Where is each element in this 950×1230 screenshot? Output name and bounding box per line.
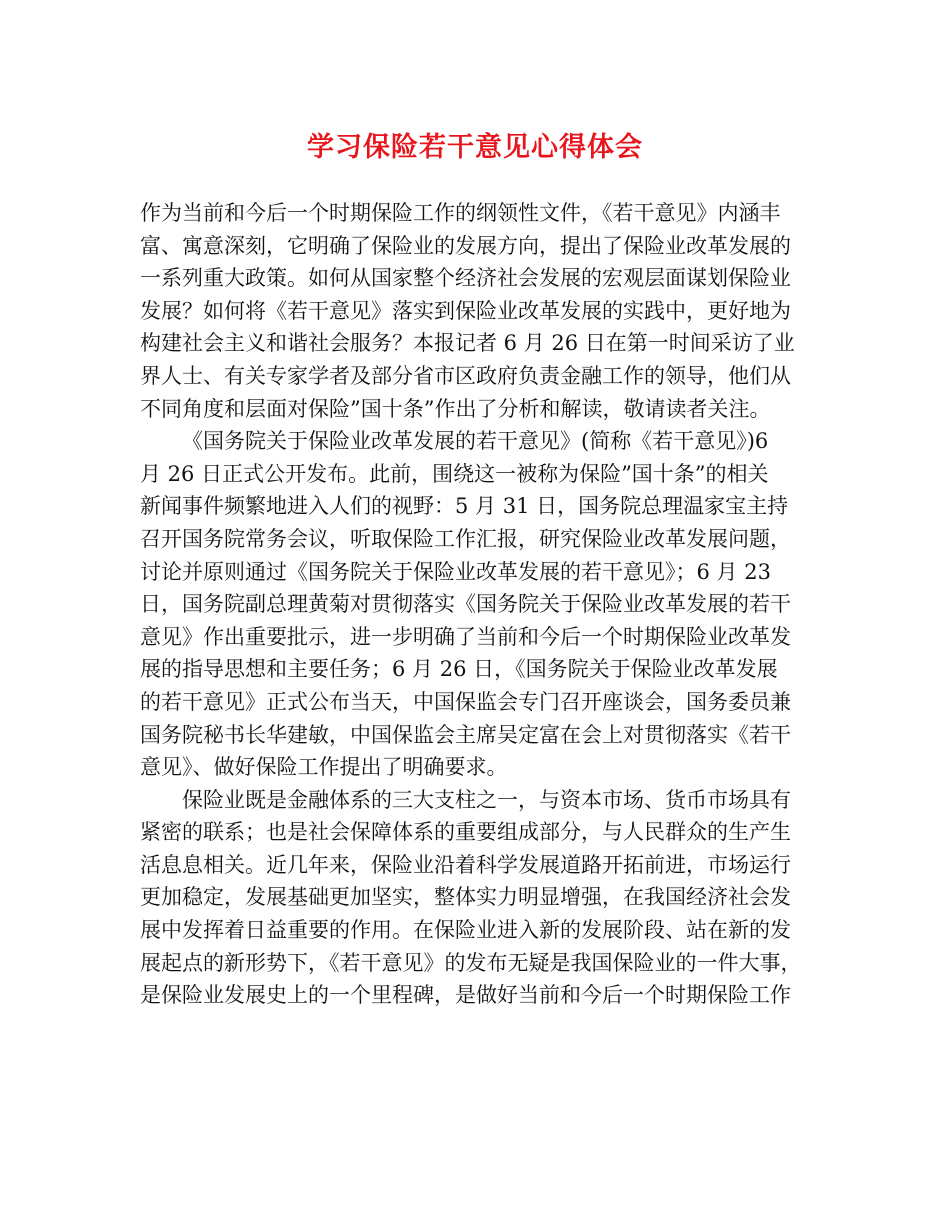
paragraph-line: 保险业既是金融体系的三大支柱之一，与资本市场、货币市场具有 — [182, 787, 791, 812]
paragraph-line: 展中发挥着日益重要的作用。在保险业进入新的发展阶段、站在新的发 — [140, 918, 791, 943]
paragraph-line: 发展？如何将《若干意见》落实到保险业改革发展的实践中，更好地为 — [140, 298, 791, 323]
paragraph-line: 国务院秘书长华建敏，中国保监会主席吴定富在会上对贯彻落实《若干 — [140, 722, 791, 747]
document-title: 学习保险若干意见心得体会 — [307, 132, 643, 163]
paragraph-line: 月 26 日正式公开发布。此前，围绕这一被称为保险”国十条”的相关 — [140, 461, 769, 486]
paragraph-line: 富、寓意深刻，它明确了保险业的发展方向，提出了保险业改革发展的 — [140, 233, 791, 258]
paragraph — [140, 197, 815, 425]
paragraph-line: 更加稳定，发展基础更加坚实，整体实力明显增强，在我国经济社会发 — [140, 885, 791, 910]
paragraph-line: 是保险业发展史上的一个里程碑，是做好当前和今后一个时期保险工作 — [140, 983, 791, 1008]
paragraph-line: 展起点的新形势下，《若干意见》的发布无疑是我国保险业的一件大事， — [140, 950, 802, 975]
paragraph-line: 召开国务院常务会议，听取保险工作汇报，研究保险业改革发展问题， — [140, 526, 791, 551]
paragraph-line: 意见》、做好保险工作提出了明确要求。 — [140, 755, 508, 780]
paragraph-line: 活息息相关。近几年来，保险业沿着科学发展道路开拓前进，市场运行 — [140, 852, 791, 877]
paragraph-line: 展的指导思想和主要任务；6 月 26 日，《国务院关于保险业改革发展 — [140, 657, 778, 682]
paragraph — [140, 784, 815, 1012]
paragraph — [140, 425, 815, 784]
paragraph-line: 意见》作出重要批示，进一步明确了当前和今后一个时期保险业改革发 — [140, 624, 791, 649]
paragraph-line: 的若干意见》正式公布当天，中国保监会专门召开座谈会，国务委员兼 — [140, 689, 791, 714]
paragraph-line: 讨论并原则通过《国务院关于保险业改革发展的若干意见》；6 月 23 — [140, 559, 771, 584]
paragraph-line: 作为当前和今后一个时期保险工作的纲领性文件，《若干意见》内涵丰 — [140, 201, 781, 225]
paragraph-line: 构建社会主义和谐社会服务？本报记者 6 月 26 日在第一时间采访了业 — [140, 331, 795, 356]
paragraph-line: 不同角度和层面对保险”国十条”作出了分析和解读，敬请读者关注。 — [140, 396, 771, 421]
paragraph-line: 新闻事件频繁地进入人们的视野：5 月 31 日，国务院总理温家宝主持 — [140, 494, 789, 519]
paragraph-line: 日，国务院副总理黄菊对贯彻落实《国务院关于保险业改革发展的若干 — [140, 592, 791, 617]
paragraph-line: 一系列重大政策。如何从国家整个经济社会发展的宏观层面谋划保险业 — [140, 266, 791, 291]
document-body — [140, 197, 815, 1012]
paragraph-line: 界人士、有关专家学者及部分省市区政府负责金融工作的领导，他们从 — [140, 363, 791, 388]
paragraph-line: 《国务院关于保险业改革发展的若干意见》(简称《若干意见》)6 — [182, 429, 769, 454]
paragraph-line: 紧密的联系；也是社会保障体系的重要组成部分，与人民群众的生产生 — [140, 820, 791, 845]
